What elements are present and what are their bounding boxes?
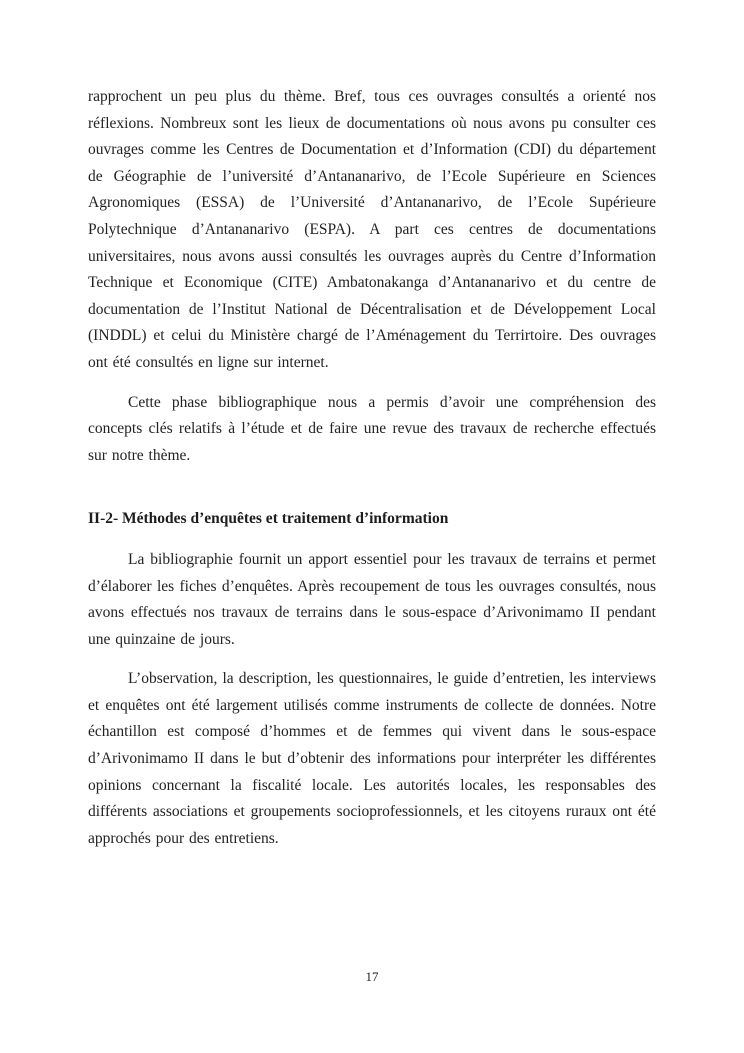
paragraph-field-work: La bibliographie fournit un apport essentiel pour les travaux de terrains et permet d’élaborer les fiches d’enquêtes. Après recoupement de tous les ouvrages consultés, nous avons effectués nos travaux de terrains dans le sous-espace d’Arivonimamo II pendant une quinzaine de jours. <box>88 550 656 648</box>
paragraph-data-collection: L’observation, la description, les questionnaires, le guide d’entretien, les interviews et enquêtes ont été largement utilisés comme instruments de collecte de données. Notre échantillon est composé d’hommes et de femmes qui vivent dans le sous-espace d’Arivonimamo II dans le but d’obtenir des informations pour interpréter les différentes opinions concernant la fiscalité locale. Les autorités locales, les responsables des différents associations et groupements socioprofessionnels, et les citoyens ruraux ont été approchés pour des entretiens. <box>88 670 656 847</box>
section-heading: II-2- Méthodes d’enquêtes et traitement d’information <box>88 510 449 528</box>
page-footer <box>0 968 744 986</box>
page-body <box>88 84 656 865</box>
page-number: 17 <box>365 969 379 984</box>
paragraph-bibliographic-phase: Cette phase bibliographique nous a permis d’avoir une compréhension des concepts clés relatifs à l’étude et de faire une revue des travaux de recherche effectués sur notre thème. <box>88 393 656 464</box>
paragraph-bibliography-sources: rapprochent un peu plus du thème. Bref, tous ces ouvrages consultés a orienté nos réflexions. Nombreux sont les lieux de documentations où nous avons pu consulter ces ouvrages comme les Centres de Documentation et d’Information (CDI) du département de Géographie de l’université d’Antananarivo, de l’Ecole Supérieure en Sciences Agronomiques (ESSA) de l’Université d’Antananarivo, de l’Ecole Supérieure Polytechnique d’Antananarivo (ESPA). A part ces centres de documentations universitaires, nous avons aussi consultés les ouvrages auprès du Centre d’Information Technique et Economique (CITE) Ambatonakanga d’Antananarivo et du centre de documentation de l’Institut National de Décentralisation et de Développement Local (INDDL) et celui du Ministère chargé de l’Aménagement du Terrirtoire. Des ouvrages ont été consultés en ligne sur internet. <box>88 88 656 371</box>
